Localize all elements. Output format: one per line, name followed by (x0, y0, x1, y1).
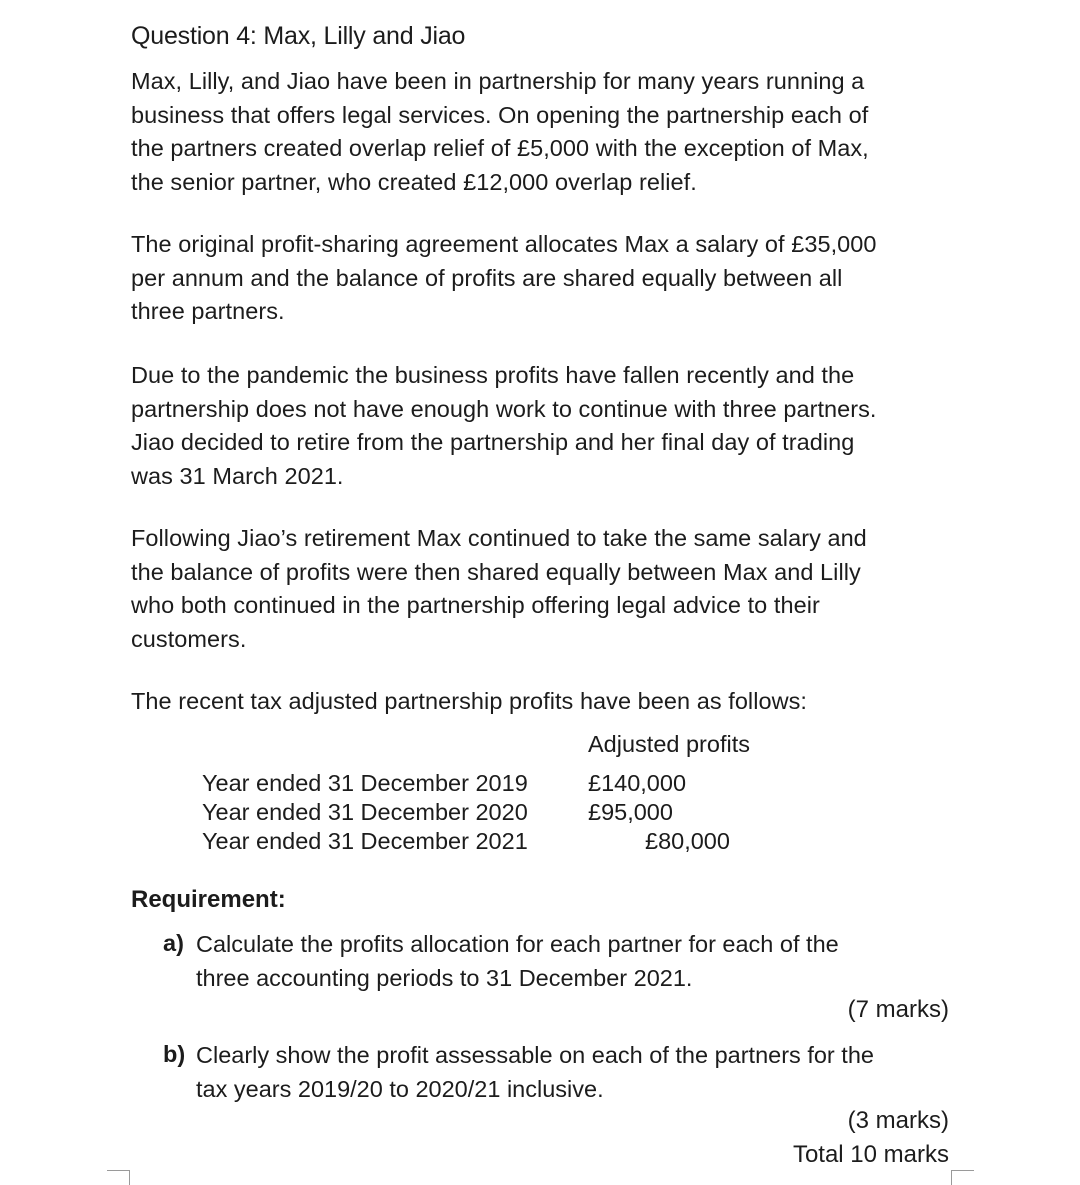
paragraph-retirement (131, 522, 951, 656)
question-title: Question 4: Max, Lilly and Jiao (131, 22, 466, 50)
text-line: per annum and the balance of profits are shared equally between all (131, 264, 843, 291)
item-marks: (7 marks) (847, 996, 949, 1023)
text-line: partnership does not have enough work to continue with three partners. (131, 395, 877, 422)
text-line: Due to the pandemic the business profits have fallen recently and the (131, 362, 855, 388)
row-period: Year ended 31 December 2021 (202, 828, 528, 854)
text-line: was 31 March 2021. (131, 462, 344, 489)
paragraph-intro (131, 65, 951, 199)
text-line: business that offers legal services. On opening the partnership each of (131, 101, 869, 128)
text-line: The recent tax adjusted partnership profits have been as follows: (131, 688, 807, 714)
item-marks: (3 marks) (847, 1107, 949, 1134)
text-line: The original profit-sharing agreement allocates Max a salary of £35,000 (131, 231, 877, 257)
text-line: Calculate the profits allocation for each partner for each of the (196, 931, 839, 957)
row-period: Year ended 31 December 2019 (202, 770, 528, 796)
paragraph-profits-intro (131, 685, 951, 719)
requirement-heading: Requirement: (131, 886, 286, 913)
page-corner-mark-right (951, 1170, 974, 1185)
item-text (196, 1038, 874, 1106)
paragraph-pandemic (131, 359, 951, 493)
text-line: who both continued in the partnership offering legal advice to their (131, 592, 820, 618)
text-line: the balance of profits were then shared equally between Max and Lilly (131, 558, 861, 585)
text-line: Jiao decided to retire from the partnership and her final day of trading (131, 429, 855, 455)
text-line: the partners created overlap relief of £5,000 with the exception of Max, (131, 135, 869, 161)
text-line: three accounting periods to 31 December 2021. (196, 965, 693, 991)
row-amount: £95,000 (588, 799, 673, 825)
text-line: Following Jiao’s retirement Max continued to take the same salary and (131, 525, 867, 551)
row-amount: £80,000 (645, 828, 730, 854)
text-line: tax years 2019/20 to 2020/21 inclusive. (196, 1076, 604, 1102)
text-line: three partners. (131, 298, 285, 324)
page-corner-mark-left (107, 1170, 130, 1185)
row-amount: £140,000 (588, 770, 687, 796)
item-letter: b) (163, 1041, 186, 1067)
profits-table-header: Adjusted profits (588, 731, 750, 757)
item-letter: a) (163, 930, 184, 956)
text-line: Max, Lilly, and Jiao have been in partnership for many years running a (131, 68, 865, 94)
text-line: the senior partner, who created £12,000 overlap relief. (131, 168, 697, 195)
text-line: Clearly show the profit assessable on each of the partners for the (196, 1042, 874, 1068)
paragraph-agreement (131, 228, 951, 329)
text-line: customers. (131, 625, 247, 652)
item-text (196, 927, 839, 995)
total-marks: Total 10 marks (792, 1141, 949, 1168)
row-period: Year ended 31 December 2020 (202, 799, 528, 825)
